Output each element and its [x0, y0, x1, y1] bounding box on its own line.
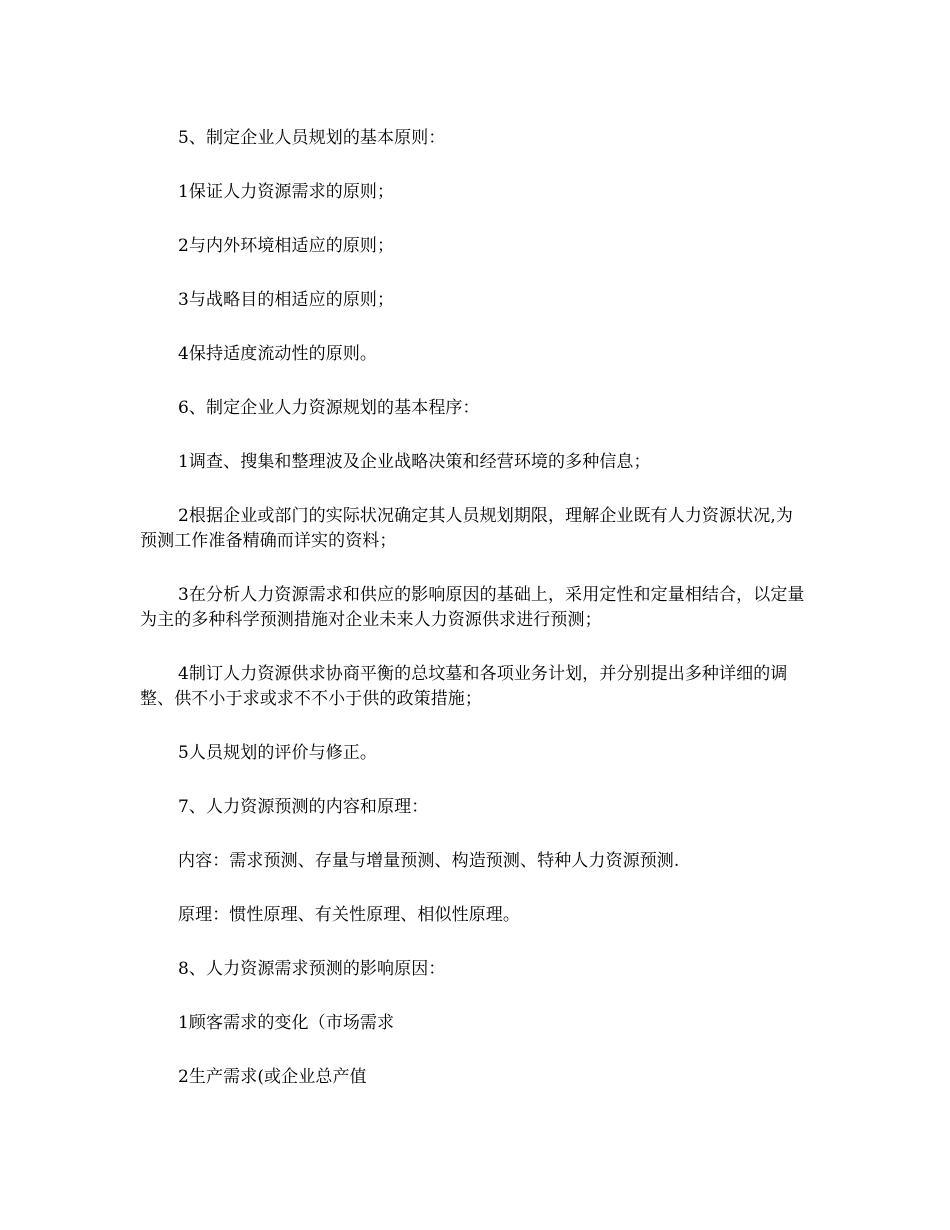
- procedure-item-2: 2根据企业或部门的实际状况确定其人员规划期限，理解企业既有人力资源状况,为预测工作准备精确而详实的资料；: [140, 506, 793, 551]
- principle-item-3: 3与战略目的相适应的原则；: [178, 290, 395, 310]
- procedure-item-1: 1调查、搜集和整理波及企业战略决策和经营环境的多种信息；: [178, 452, 651, 472]
- factor-item-2: 2生产需求(或企业总产值: [178, 1067, 367, 1087]
- forecast-content: 内容：需求预测、存量与增量预测、构造预测、特种人力资源预测.: [178, 851, 680, 871]
- procedure-item-5: 5人员规划的评价与修正。: [178, 743, 378, 763]
- heading-factors: 8、人力资源需求预测的影响原因：: [178, 959, 446, 979]
- procedure-item-3: 3在分析人力资源需求和供应的影响原因的基础上，采用定性和定量相结合，以定量为主的多种科学预测措施对企业未来人力资源供求进行预测；: [140, 585, 805, 630]
- procedure-item-4: 4制订人力资源供求协商平衡的总坟墓和各项业务计划，并分别提出多种详细的调整、供不小于求或求不不小于供的政策措施；: [140, 664, 788, 709]
- heading-principles: 5、制定企业人员规划的基本原则：: [178, 128, 446, 148]
- forecast-principle: 原理：惯性原理、有关性原理、相似性原理。: [178, 905, 520, 925]
- factor-item-1: 1顾客需求的变化（市场需求: [178, 1013, 395, 1033]
- principle-item-4: 4保持适度流动性的原则。: [178, 344, 378, 364]
- principle-item-1: 1保证人力资源需求的原则；: [178, 182, 395, 202]
- heading-forecast: 7、人力资源预测的内容和原理：: [178, 797, 429, 817]
- principle-item-2: 2与内外环境相适应的原则；: [178, 236, 395, 256]
- heading-procedure: 6、制定企业人力资源规划的基本程序：: [178, 398, 480, 418]
